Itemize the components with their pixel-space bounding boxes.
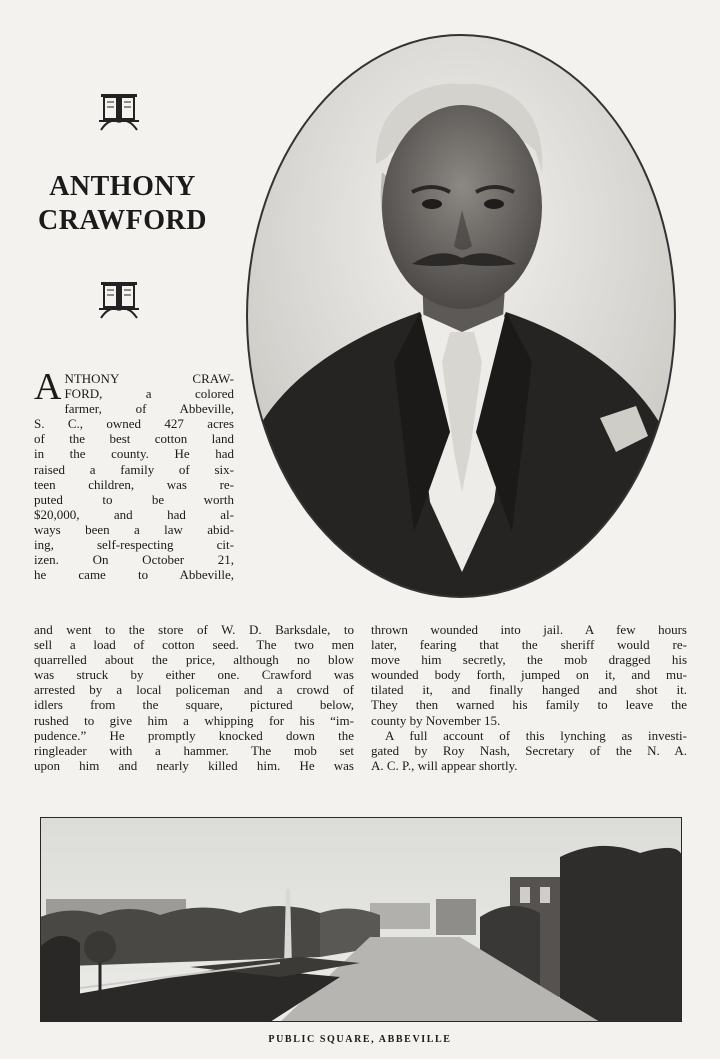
text-line: was struck by either one. Crawford was xyxy=(34,667,354,683)
text-line: A full account of this lynching as investi- xyxy=(385,727,687,743)
photo-caption: PUBLIC SQUARE, ABBEVILLE xyxy=(268,1034,452,1045)
text-line: izen. On October 21, xyxy=(34,552,234,568)
text-line: tilated it, and finally hanged and shot it. xyxy=(371,682,687,698)
article-title xyxy=(10,170,235,238)
text-line: raised a family of six- xyxy=(34,461,234,477)
book-ornament-icon xyxy=(97,280,141,320)
text-line: rushed to give him a whipping for his “im- xyxy=(34,712,354,728)
text-line: he came to Abbeville, xyxy=(34,567,234,583)
title-line-1: ANTHONY xyxy=(49,171,196,202)
text-line: S. C., owned 427 acres xyxy=(34,416,234,432)
text-line: puted to be worth xyxy=(34,491,234,507)
text-line: of the best cotton land xyxy=(34,431,234,447)
text-line: in the county. He had xyxy=(34,446,234,462)
text-line: ringleader with a hammer. The mob set xyxy=(34,742,354,758)
text-line: wounded body forth, jumped on it, and mu- xyxy=(371,667,687,683)
text-line: move him secretly, the mob dragged his xyxy=(371,652,687,668)
text-line: NTHONY CRAW- xyxy=(64,371,234,386)
text-line: sell a load of cotton seed. The two men xyxy=(34,637,354,653)
text-line: upon him and nearly killed him. He was xyxy=(34,757,354,773)
text-line: gated by Roy Nash, Secretary of the N. A. xyxy=(371,742,687,758)
text-line: idlers from the square, pictured below, xyxy=(34,697,354,713)
title-line-2: CRAWFORD xyxy=(38,205,207,236)
text-line: county by November 15. xyxy=(371,712,501,728)
article-column-3 xyxy=(371,622,687,773)
text-line: ways been a law abid- xyxy=(34,521,234,537)
text-line: A. C. P., will appear shortly. xyxy=(371,757,518,773)
portrait-photo xyxy=(244,32,678,600)
article-column-2 xyxy=(34,622,354,773)
text-line: thrown wounded into jail. A few hours xyxy=(371,622,687,637)
text-line: quarrelled about the price, although no blow xyxy=(34,652,354,668)
text-line: farmer, of Abbeville, xyxy=(64,401,234,417)
text-line: teen children, was re- xyxy=(34,476,234,492)
article-column-1 xyxy=(34,366,234,583)
public-square-photo xyxy=(40,817,682,1022)
text-line: $20,000, and had al- xyxy=(34,506,234,522)
text-line: pudence.” He promptly knocked down the xyxy=(34,727,354,743)
text-line: and went to the store of W. D. Barksdale, to xyxy=(34,622,354,637)
text-line: arrested by a local policeman and a crowd of xyxy=(34,682,354,698)
text-line: FORD, a colored xyxy=(64,386,234,402)
text-line: ing, self-respecting cit- xyxy=(34,537,234,553)
text-line: later, fearing that the sheriff would re- xyxy=(371,637,687,653)
book-ornament-icon xyxy=(97,92,141,132)
drop-cap: A xyxy=(34,366,62,408)
text-line: They then warned his family to leave the xyxy=(371,697,687,713)
